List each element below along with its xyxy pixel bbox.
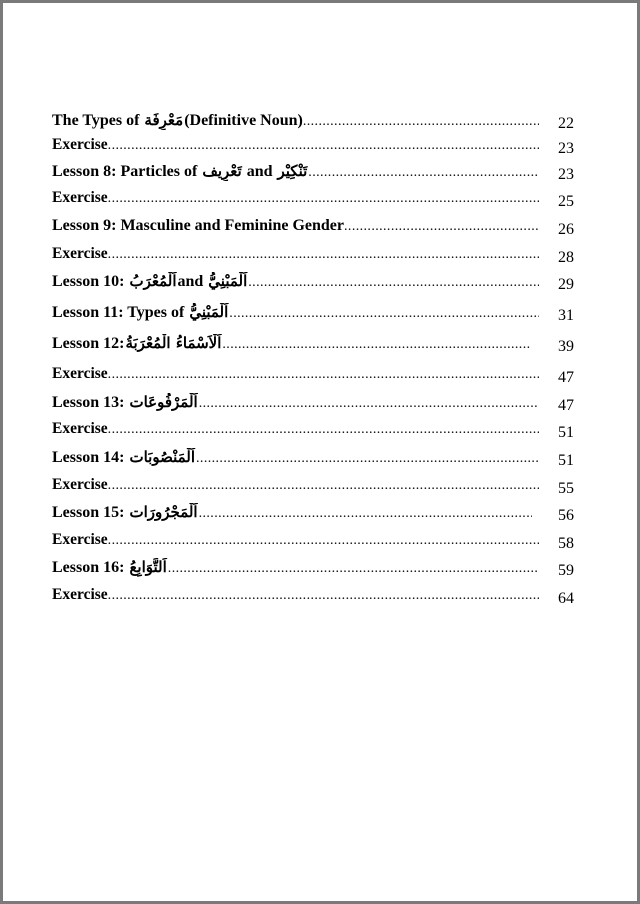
toc-entry-label: Lesson 10: اَلْمُعْرَبُand اَلْمَبْنِيُّ <box>52 272 248 291</box>
toc-entry[interactable] <box>52 189 574 217</box>
toc-entry-label: Exercise <box>52 189 108 207</box>
page-number: 39 <box>558 338 574 356</box>
toc-entry-title <box>52 272 539 291</box>
toc-entry-title <box>52 365 539 383</box>
toc-entry-title <box>52 245 539 263</box>
toc-entry[interactable] <box>52 476 574 504</box>
toc-entry[interactable] <box>52 217 574 245</box>
toc-entry-label: Exercise <box>52 420 108 438</box>
toc-entry-title <box>52 420 539 438</box>
toc-entry-label: Exercise <box>52 475 108 493</box>
toc-entry-label: Exercise <box>52 136 108 154</box>
dot-leader <box>108 588 539 604</box>
toc-entry-label: Lesson 8: Particles of تَعْرِيف and تَنْكِيْر <box>52 161 308 180</box>
toc-entry[interactable] <box>52 245 574 273</box>
toc-entry-label: Exercise <box>52 530 108 548</box>
page-number: 23 <box>558 165 574 183</box>
page-number: 64 <box>558 589 574 607</box>
toc-entry-title <box>52 136 539 154</box>
toc-entry-label: Lesson 13: اَلْمَرْفُوعَات <box>52 392 198 411</box>
toc-entry-title <box>52 531 539 549</box>
toc-entry[interactable] <box>52 111 574 136</box>
toc-entry-title <box>52 334 530 353</box>
toc-entry-label: Lesson 16: اَلتَّوَابِعُ <box>52 558 167 577</box>
toc-entry-title <box>52 448 539 467</box>
page-number: 51 <box>558 424 574 442</box>
toc-entry[interactable] <box>52 334 574 365</box>
page-number: 47 <box>558 396 574 414</box>
table-of-contents <box>52 111 574 614</box>
toc-entry-title <box>52 189 539 207</box>
dot-leader <box>248 275 539 291</box>
toc-entry-title <box>52 217 539 235</box>
page-number: 51 <box>558 451 574 469</box>
dot-leader <box>168 561 539 577</box>
toc-entry[interactable] <box>52 420 574 448</box>
toc-entry-label: Lesson 14: اَلْمَنْصُوبَات <box>52 447 196 466</box>
toc-entry-label: Exercise <box>52 244 108 262</box>
toc-entry-label: Exercise <box>52 585 108 603</box>
page-number: 25 <box>558 193 574 211</box>
page-number: 28 <box>558 248 574 266</box>
dot-leader <box>108 247 539 263</box>
page-number: 59 <box>558 562 574 580</box>
dot-leader <box>199 396 539 412</box>
page-number: 31 <box>558 307 574 325</box>
dot-leader <box>108 533 539 549</box>
page-number: 23 <box>558 140 574 158</box>
toc-entry[interactable] <box>52 503 574 531</box>
toc-entry-title <box>52 162 539 181</box>
dot-leader <box>308 165 539 181</box>
page-number: 26 <box>558 220 574 238</box>
toc-entry[interactable] <box>52 558 574 586</box>
toc-entry-title <box>52 558 539 577</box>
toc-entry[interactable] <box>52 586 574 614</box>
toc-entry-title <box>52 393 539 412</box>
toc-entry[interactable] <box>52 136 574 161</box>
dot-leader <box>229 306 539 322</box>
dot-leader <box>222 337 530 353</box>
page-number: 47 <box>558 369 574 387</box>
toc-entry-label: Lesson 11: Types of اَلْمَبْنِيُّ <box>52 303 229 322</box>
toc-entry[interactable] <box>52 272 574 303</box>
toc-entry-title <box>52 476 539 494</box>
toc-entry-label: Exercise <box>52 365 108 383</box>
toc-entry-title <box>52 503 532 522</box>
toc-entry-label: Lesson 9: Masculine and Feminine Gender <box>52 216 345 234</box>
toc-entry[interactable] <box>52 365 574 393</box>
toc-entry[interactable] <box>52 303 574 334</box>
toc-entry[interactable] <box>52 448 574 476</box>
toc-entry-title <box>52 111 539 130</box>
dot-leader <box>108 191 539 207</box>
toc-entry[interactable] <box>52 162 574 190</box>
toc-entry-title <box>52 586 539 604</box>
page-number: 58 <box>558 534 574 552</box>
toc-entry-label: Lesson 15: اَلْمَجْرُورَات <box>52 503 198 522</box>
dot-leader <box>344 219 539 235</box>
dot-leader <box>199 506 532 522</box>
dot-leader <box>303 114 539 130</box>
dot-leader <box>108 367 539 383</box>
toc-entry-label: The Types of مَعْرِفَة(Definitive Noun) <box>52 111 303 129</box>
page-number: 55 <box>558 479 574 497</box>
dot-leader <box>108 478 539 494</box>
dot-leader <box>108 138 539 154</box>
dot-leader <box>108 422 539 438</box>
toc-entry[interactable] <box>52 393 574 421</box>
page-number: 29 <box>558 276 574 294</box>
toc-entry[interactable] <box>52 531 574 559</box>
page-number: 56 <box>558 507 574 525</box>
toc-entry-label: Lesson 12:اَلْاَسْمَاءُ الْمُعْرَبَةُ <box>52 334 222 353</box>
dot-leader <box>196 451 539 467</box>
toc-entry-title <box>52 303 539 322</box>
page-number: 22 <box>558 115 574 132</box>
